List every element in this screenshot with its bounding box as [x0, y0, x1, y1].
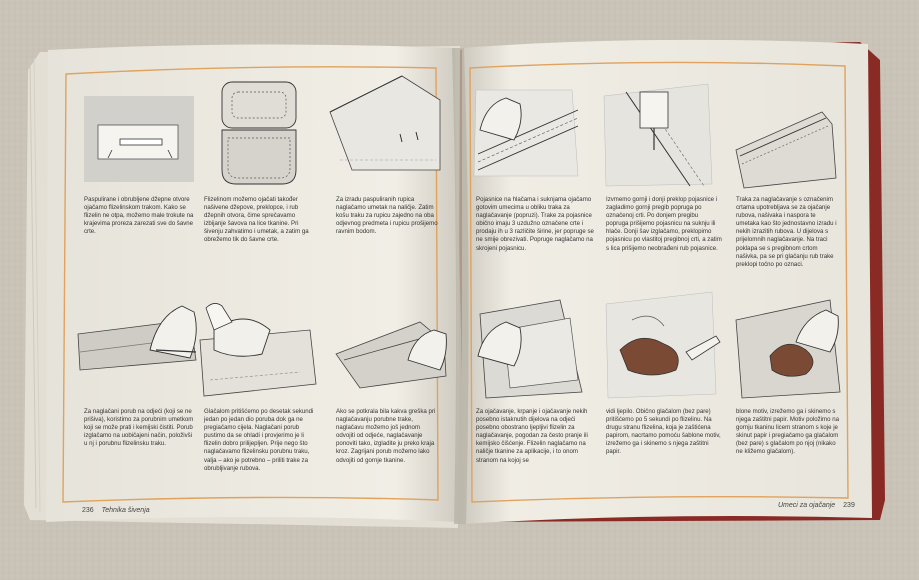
- left-caption-3: Za izradu paspuliranih rupica naglačamo umetak na naličje. Zatim košu traku za rupicu zajedno na oba odjevnog predmeta i rupicu prošijemo ravnim bodom.: [336, 196, 438, 236]
- illustration-waistband-machine-icon: [604, 84, 712, 186]
- right-caption-3: Traka za naglačavanje s označenim crtama upotrebljava se za ojačanje rubova, našivaka i naspora te umetaka kao što jednostavno izradu i nekih izrazitih rubova. U dijelova s prijelomnih naglačavanje. Na traci poklapa se s pregibnom crtom našivka, pa se pri glačanju rub trake preklopi točno po oznaci.: [736, 196, 837, 268]
- right-page-number: 239: [843, 502, 855, 509]
- right-running-title: Umeci za ojačanje: [778, 502, 836, 509]
- left-caption-6: Ako se potkrala bila kakva greška pri naglačavanju porubne trake, naglačavu možemo još jednom odvojiti od odjeće, naglačavanje ponoviti tako, izgladite ju preko kraja kroz. Zagrijani porub možemo lako odvojiti od gornje tkanine.: [336, 408, 436, 464]
- illustration-patch-pocket-icon: [222, 82, 296, 184]
- left-caption-5: Glačalom pritišćemo po desetak sekundi jedan po jedan dio poruba dok ga ne pregiačamo cijela. Naglačani porub pustimo da se ohladi i provjerimo je li flizelin dobro prilijepljen. Prije nego što naglačavamo flizelinsku porubnu traku, valja – ako je potrebno – priliti trake za obrubljivanje rubova.: [204, 408, 314, 472]
- right-caption-6: blone motiv, izrežemo ga i skinemo s njega zaštitni papir. Motiv položimo na gornju tkaninu licem stranom s koje je skinut papir i pregiačamo ga glačalom (bez pare) s glačalom po njoj (nikako ne kližemo glačalom).: [736, 408, 839, 456]
- left-caption-4: Za naglačani porub na odjeći (koji se ne prišiva), koristimo za porubnim umetkom koji se može prati i kemijski čistiti. Porub izglačamo na uobičajeni način, položivši u nj i porubnu flizelinsku traku.: [84, 408, 194, 448]
- right-caption-5: vidi ljepilo. Obično glačalom (bez pare) pritišćemo po 5 sekundi po flizelinu. Na drugu stranu flizelina, koja je zaštićena papirom, nacrtamo pomoću šablone motiv, izrežemo ga i skinemo s njega zaštitni papir.: [606, 408, 721, 456]
- illustration-applique-cutting-icon: [606, 292, 720, 398]
- left-caption-2: Flizelinom možemo ojačati također našivene džepove, preklopce, i rub džepnih otvora, čime sprečavamo izbijanje šavova na lice tkanine. Pri šivenju zahvatimo i umetak, a zatim ga obrežemo tik do šavne crte.: [204, 196, 309, 244]
- left-caption-1: Paspulirane i obrubljene džepne otvore ojačamo flizelinskom trakom. Kako se flizelin ne otpa, možemo male trokute na krajevima proreza zarezati sve do šavne crte.: [84, 196, 194, 236]
- right-page-footer: [778, 502, 855, 509]
- illustration-pocket-slit-icon: [84, 96, 194, 182]
- right-caption-4: Za ojačavanje, krpanje i ojačavanje nekih posebno istaknutih dijelova na odjeći posebno obostrano ljepljivi flizelin za naglačavanje, pogodan za često pranje ili kemijsko čišćenje. Flizelin naglačamo na naličje tkanine za aplikacije, i to onom stranom na kojoj se: [476, 408, 588, 464]
- right-caption-2: Izvmemo gornji i donji preklop pojasnice i zagladimo gornji pregib popruga po označenoj crti. Po donjem pregibu popruga prišijemo pojasnicu na suknju ili hlače. Donji šav izglačamo, preklopimo pojasnicu po vlastitoj pregibnoj crti, a zatim s lica prišijemo neobrađeni rub pojasnice.: [606, 196, 722, 252]
- left-page-footer: [82, 507, 150, 514]
- illustration-waistband-iron-icon: [474, 90, 578, 176]
- right-caption-1: Pojasnice na hlačama i suknjama ojačamo gotovim umecima u obliku traka za naglačavanje (popruzi). Trake za pojasnice obično imaju 3 uzdužno označene crte i prodaju ih u 3 različite širine, jer popruge se ne smije obrezivati. Popruge naglačamo na skrojeni pojasnicu.: [476, 196, 594, 252]
- left-page-number: 236: [82, 507, 94, 514]
- left-running-title: Tehnika šivenja: [101, 507, 150, 514]
